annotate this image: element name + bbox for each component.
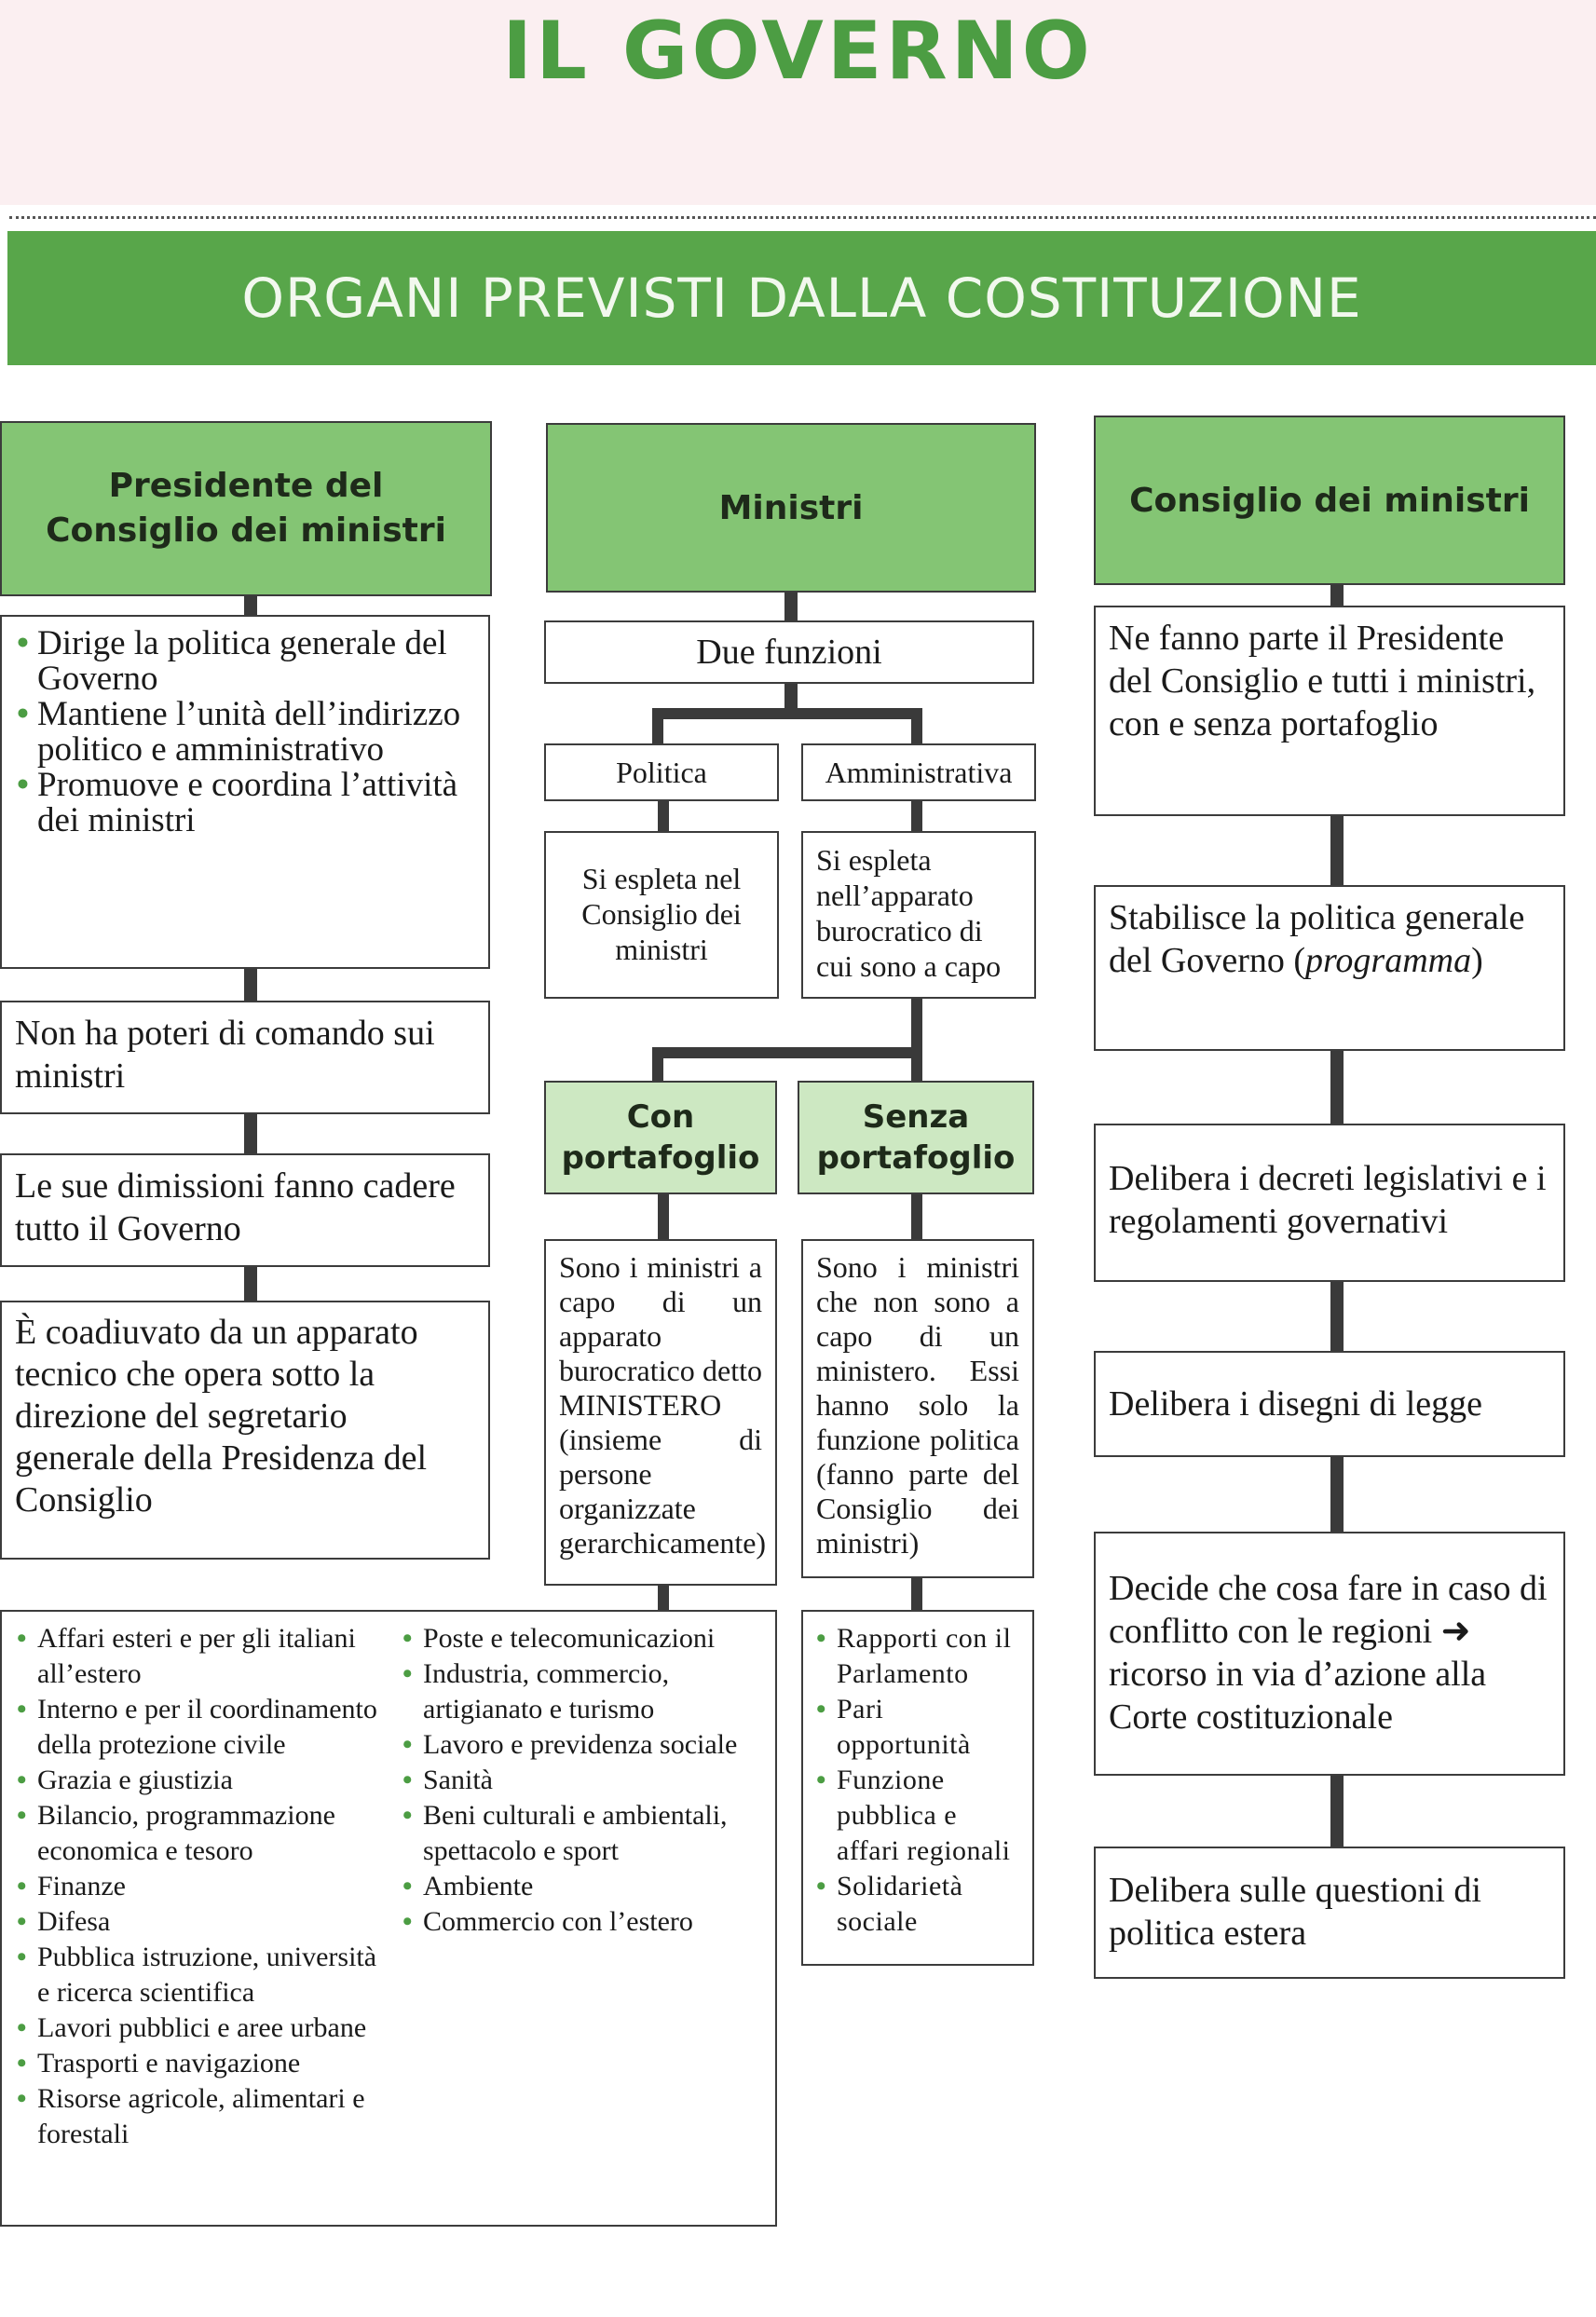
senza-portafoglio-list-box: [801, 1610, 1034, 1966]
connector-senza: [911, 1047, 922, 1083]
connector-politica: [652, 708, 663, 745]
amministrativa-desc-box: Si espleta nell’apparato burocratico di cui sono a capo: [801, 831, 1036, 999]
consiglio-box-programma: Stabilisce la politica generale del Governo (programma): [1094, 885, 1565, 1051]
bullet-icon: •: [17, 2083, 27, 2114]
presidente-bullet: • Dirige la politica generale del Governo: [17, 624, 447, 698]
bullet-icon: •: [816, 1623, 827, 1654]
connector-amm-desc: [911, 799, 922, 833]
ministero-item: • Finanze: [15, 1869, 386, 1904]
consiglio-box-politica-estera: Delibera sulle questioni di politica estera: [1094, 1847, 1565, 1979]
consiglio-box-decreti: Delibera i decreti legislativi e i regolamenti governativi: [1094, 1124, 1565, 1282]
ministeri-list-box: [0, 1610, 777, 2227]
politica-box: Politica: [544, 743, 779, 801]
bullet-icon: •: [402, 1906, 413, 1937]
presidente-bullet: • Promuove e coordina l’attività dei ministri: [17, 766, 458, 839]
bullet-icon: •: [17, 1942, 27, 1972]
presidente-bullet: • Mantiene l’unità dell’indirizzo politico e amministrativo: [17, 695, 461, 769]
presidente-box-dimissioni: Le sue dimissioni fanno cadere tutto il Governo: [0, 1153, 490, 1267]
con-portafoglio-desc: Sono i ministri a capo di un apparato burocratico detto MINISTERO (insieme di persone organizzate gerarchicamente): [544, 1239, 777, 1586]
connector-con-list: [658, 1584, 669, 1612]
bullet-icon: •: [402, 1658, 413, 1689]
bullet-icon: •: [816, 1765, 827, 1795]
bullet-icon: •: [17, 624, 29, 662]
connector-portafoglio-horizontal: [652, 1047, 922, 1058]
ministeri-list-col1: [15, 1621, 386, 2152]
presidente-box-apparato: È coadiuvato da un apparato tecnico che opera sotto la direzione del segretario generale della Presidenza del Consiglio: [0, 1301, 490, 1560]
ministero-item: • Lavoro e previdenza sociale: [401, 1727, 770, 1763]
connector-politica-desc: [658, 799, 669, 833]
bullet-icon: •: [17, 1871, 27, 1901]
presidente-header: [0, 421, 492, 596]
ministero-item: • Beni culturali e ambientali, spettacolo e sport: [402, 1800, 728, 1866]
bullet-icon: •: [402, 1623, 413, 1654]
ministeri-list-col2: [401, 1621, 770, 1940]
bullet-icon: •: [17, 1623, 27, 1654]
connector-amministrativa: [911, 708, 922, 745]
bullet-icon: •: [17, 1906, 27, 1937]
bullet-icon: •: [402, 1871, 413, 1901]
bullet-icon: •: [17, 766, 29, 804]
consiglio-header: [1094, 416, 1565, 585]
ministero-item: • Risorse agricole, alimentari e forestali: [17, 2083, 365, 2149]
ministri-header: [546, 423, 1036, 593]
bullet-icon: •: [402, 1729, 413, 1760]
presidente-functions-box: [0, 615, 490, 969]
ministero-item: • Bilancio, programmazione economica e tesoro: [17, 1800, 335, 1866]
ministero-item: • Lavori pubblici e aree urbane: [15, 2010, 386, 2046]
consiglio-box-disegni: Delibera i disegni di legge: [1094, 1351, 1565, 1457]
page-title: IL GOVERNO: [502, 5, 1094, 98]
politica-desc-box: Si espleta nel Consiglio dei ministri: [544, 831, 779, 999]
ministero-item: • Sanità: [401, 1763, 770, 1798]
connector-con-desc: [658, 1193, 669, 1241]
senza-item: • Solidarietà sociale: [816, 1871, 963, 1937]
ministero-item: • Industria, commercio, artigianato e turismo: [402, 1658, 670, 1724]
ministero-item: • Poste e telecomunicazioni: [401, 1621, 770, 1656]
senza-item: • Pari opportunità: [816, 1694, 971, 1760]
senza-portafoglio-header: Senza portafoglio: [798, 1081, 1034, 1194]
ministero-item: • Grazia e giustizia: [15, 1763, 386, 1798]
bullet-icon: •: [17, 2012, 27, 2043]
bullet-icon: •: [816, 1694, 827, 1724]
con-portafoglio-header: Con portafoglio: [544, 1081, 777, 1194]
bullet-icon: •: [402, 1765, 413, 1795]
bullet-icon: •: [17, 1765, 27, 1795]
ministero-item: • Trasporti e navigazione: [15, 2046, 386, 2081]
connector-con: [652, 1047, 663, 1083]
ministero-item: • Ambiente: [401, 1869, 770, 1904]
ministri-title: Ministri: [718, 488, 864, 527]
connector-senza-desc: [911, 1193, 922, 1241]
connector-mid-top: [784, 593, 798, 622]
ministero-item: • Difesa: [15, 1904, 386, 1940]
bullet-icon: •: [17, 2048, 27, 2078]
consiglio-box-composizione: Ne fanno parte il Presidente del Consiglio e tutti i ministri, con e senza portafoglio: [1094, 606, 1565, 816]
bullet-icon: •: [402, 1800, 413, 1831]
connector-senza-list: [911, 1576, 922, 1612]
section-banner: ORGANI PREVISTI DALLA COSTITUZIONE: [7, 231, 1596, 365]
programma-emphasis: programma: [1305, 941, 1472, 980]
amministrativa-box: Amministrativa: [801, 743, 1036, 801]
due-funzioni-box: Due funzioni: [544, 620, 1034, 684]
senza-portafoglio-desc: Sono i ministri che non sono a capo di un ministero. Essi hanno solo la funzione politica (fanno parte del Consiglio dei ministri): [801, 1239, 1034, 1578]
presidente-box-poteri: Non ha poteri di comando sui ministri: [0, 1001, 490, 1114]
consiglio-box-conflitto: Decide che cosa fare in caso di conflitto con le regioni ➜ ricorso in via d’azione alla Corte costituzionale: [1094, 1532, 1565, 1776]
ministero-item: • Commercio con l’estero: [401, 1904, 770, 1940]
bullet-icon: •: [816, 1871, 827, 1901]
ministero-item: • Affari esteri e per gli italiani all’estero: [17, 1623, 356, 1689]
bullet-icon: •: [17, 1694, 27, 1724]
consiglio-title: Consiglio dei ministri: [1129, 481, 1530, 520]
bullet-icon: •: [17, 695, 29, 733]
ministero-item: • Interno e per il coordinamento della protezione civile: [17, 1694, 377, 1760]
senza-item: • Funzione pubblica e affari regionali: [816, 1765, 1011, 1866]
connector-mid-horizontal: [652, 708, 922, 719]
dotted-divider: [9, 216, 1596, 219]
ministero-item: • Pubblica istruzione, università e ricerca scientifica: [17, 1942, 377, 2008]
senza-item: • Rapporti con il Parlamento: [816, 1623, 1012, 1689]
presidente-title: Presidente del Consiglio dei ministri: [46, 467, 446, 550]
bullet-icon: •: [17, 1800, 27, 1831]
